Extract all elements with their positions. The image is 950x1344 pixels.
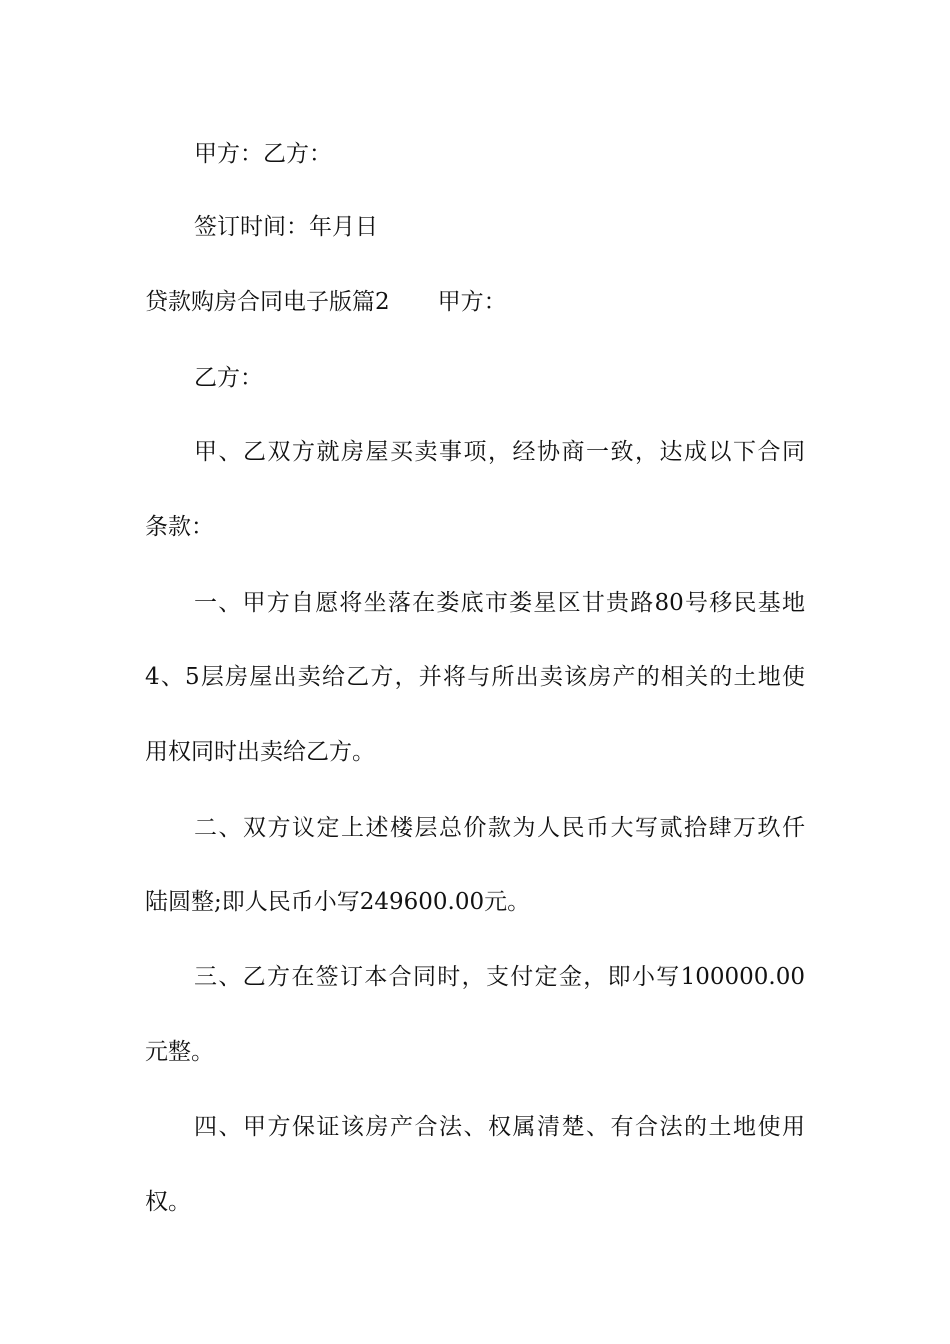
signing-date-line: 签订时间：年月日 xyxy=(194,214,378,240)
party-line: 甲方：乙方： xyxy=(194,141,332,167)
clause-2: 二、双方议定上述楼层总价款为人民币大写贰拾肆万玖仟 xyxy=(194,815,805,841)
paragraph-intro-cont: 条款： xyxy=(145,514,214,540)
paragraph-intro: 甲、乙双方就房屋买卖事项，经协商一致，达成以下合同 xyxy=(194,439,805,465)
clause-3-cont: 元整。 xyxy=(145,1039,214,1065)
section-heading-row xyxy=(145,282,805,322)
party-a-label: 甲方： xyxy=(437,289,507,315)
clause-2-cont: 陆圆整;即人民币小写249600.00元。 xyxy=(145,889,531,915)
clause-4-cont: 权。 xyxy=(145,1189,191,1215)
clause-1: 一、甲方自愿将坐落在娄底市娄星区甘贵路80号移民基地 xyxy=(194,590,805,616)
party-b-label: 乙方： xyxy=(194,365,263,391)
clause-3: 三、乙方在签订本合同时，支付定金，即小写100000.00 xyxy=(194,964,805,990)
clause-1-cont: 4、5层房屋出卖给乙方，并将与所出卖该房产的相关的土地使 xyxy=(145,664,805,690)
clause-4: 四、甲方保证该房产合法、权属清楚、有合法的土地使用 xyxy=(194,1114,805,1140)
section-heading: 贷款购房合同电子版篇2 xyxy=(145,289,390,315)
clause-1-end: 用权同时出卖给乙方。 xyxy=(145,739,375,765)
